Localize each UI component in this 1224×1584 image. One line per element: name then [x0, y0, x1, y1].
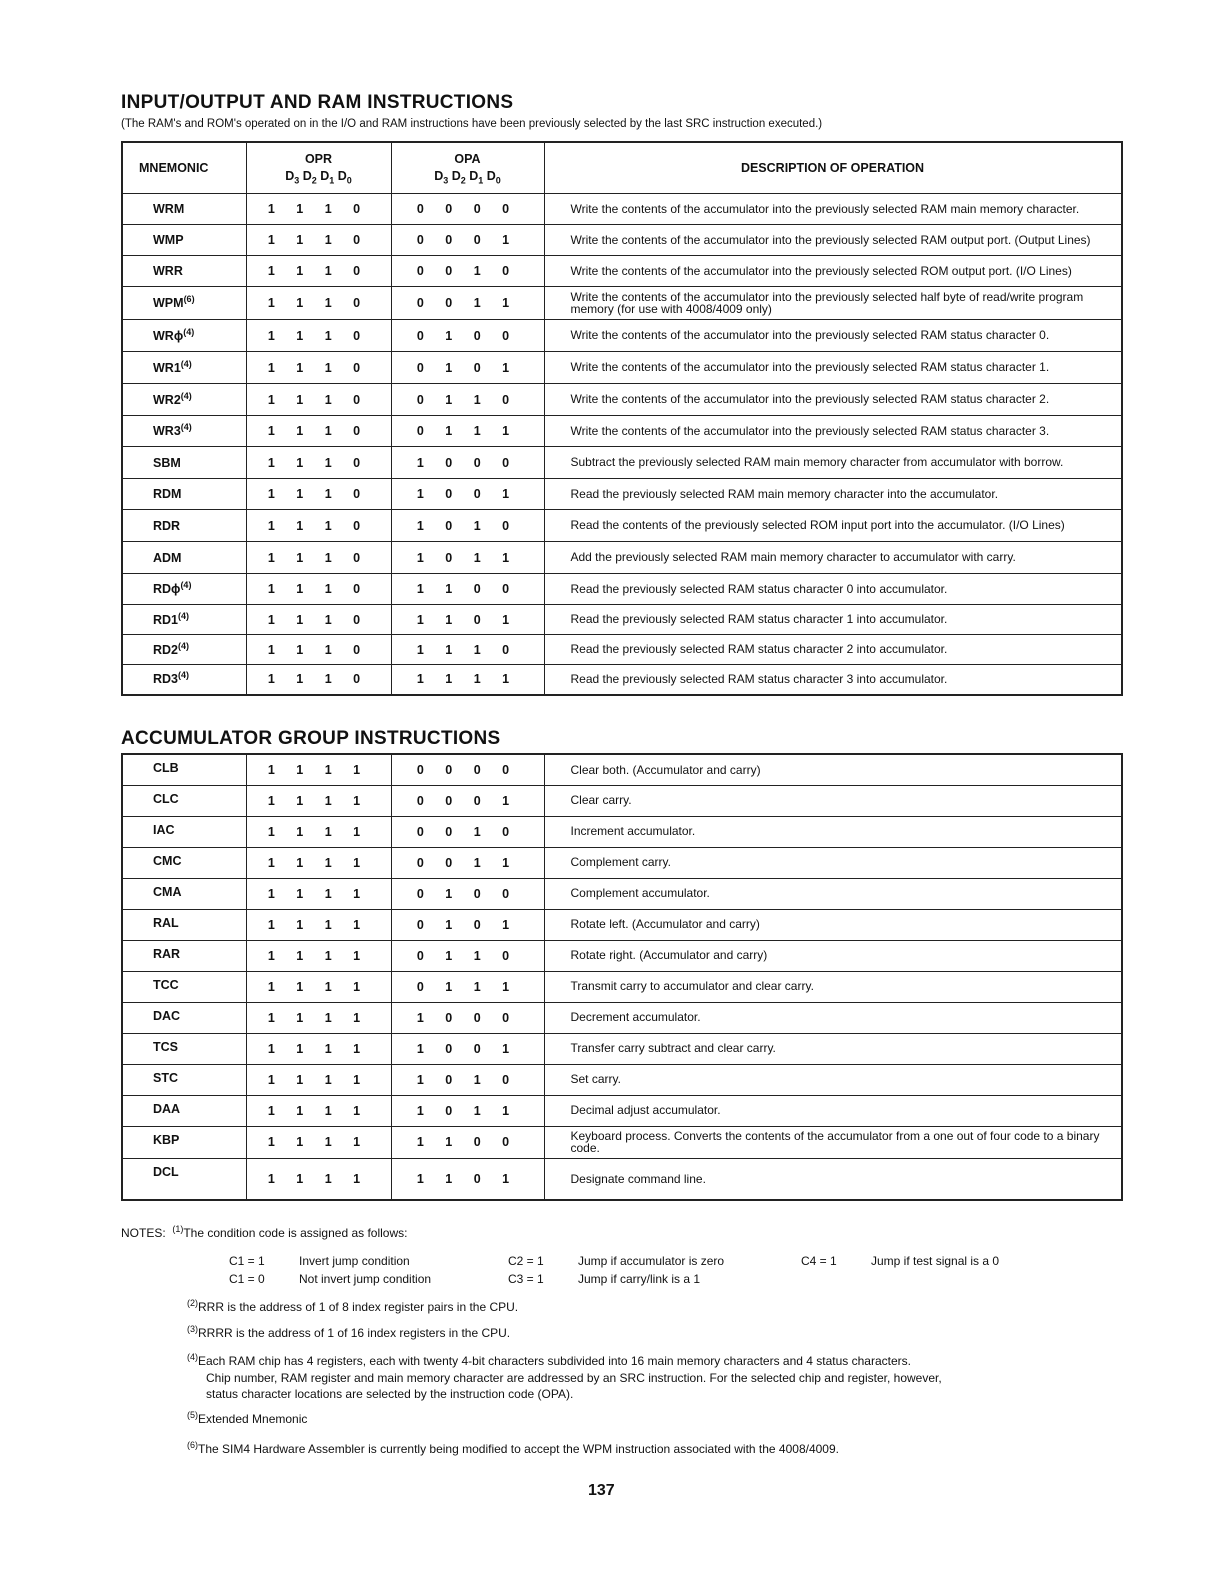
- note-2: [187, 1300, 518, 1314]
- description-cell: Read the previously selected RAM status character 1 into accumulator.: [544, 605, 1122, 635]
- description-cell: Write the contents of the accumulator into the previously selected RAM main memory character.: [544, 194, 1122, 225]
- opa-cell: 1 1 0 0: [391, 1126, 544, 1158]
- opr-cell: 1 1 1 0: [246, 225, 391, 256]
- opr-cell: 1 1 1 0: [246, 416, 391, 447]
- mnemonic-cell: RAR: [122, 940, 246, 971]
- footnote-mark: (4): [178, 640, 190, 651]
- description-cell: Transfer carry subtract and clear carry.: [544, 1033, 1122, 1064]
- condition-meaning: Jump if accumulator is zero: [578, 1254, 725, 1268]
- mnemonic-cell: [122, 225, 246, 256]
- opa-cell: 1 1 0 1: [391, 1158, 544, 1200]
- condition-meaning: Jump if carry/link is a 1: [578, 1272, 701, 1286]
- table-row: [122, 416, 1122, 447]
- opr-cell: 1 1 1 1: [246, 1095, 391, 1126]
- opa-cell: 0 1 1 1: [391, 971, 544, 1002]
- opa-cell: 1 0 1 1: [391, 542, 544, 574]
- table-row: [122, 225, 1122, 256]
- table-row: [122, 909, 1122, 940]
- description-cell: Complement accumulator.: [544, 878, 1122, 909]
- opr-cell: 1 1 1 1: [246, 754, 391, 785]
- mnemonic-cell: [122, 635, 246, 665]
- description-cell: Rotate left. (Accumulator and carry): [544, 909, 1122, 940]
- opa-cell: 0 0 1 0: [391, 256, 544, 287]
- mnemonic-cell: KBP: [122, 1126, 246, 1158]
- mnemonic-cell: CLC: [122, 785, 246, 816]
- table-row: [122, 605, 1122, 635]
- mnemonic-cell: [122, 384, 246, 416]
- opa-cell: 0 1 0 1: [391, 352, 544, 384]
- table-row: [122, 542, 1122, 574]
- condition-code: C1 = 1: [229, 1254, 265, 1268]
- mnemonic-text: WMP: [153, 233, 184, 247]
- note-5: [187, 1412, 307, 1426]
- table-row: [122, 754, 1122, 785]
- description-cell: Write the contents of the accumulator into the previously selected RAM output port. (Output Lines): [544, 225, 1122, 256]
- mnemonic-text: RDϕ: [153, 582, 181, 596]
- mnemonic-cell: [122, 542, 246, 574]
- condition-code-item: [229, 1254, 410, 1268]
- condition-code-item: [229, 1272, 431, 1286]
- description-cell: Transmit carry to accumulator and clear carry.: [544, 971, 1122, 1002]
- condition-code: C3 = 1: [508, 1272, 544, 1286]
- opr-cell: 1 1 1 0: [246, 510, 391, 542]
- io-section-subtitle: (The RAM's and ROM's operated on in the I/O and RAM instructions have been previously selected by the last SRC instruction executed.): [121, 118, 823, 130]
- table-row: [122, 320, 1122, 352]
- opa-cell: 0 0 0 0: [391, 754, 544, 785]
- mnemonic-cell: [122, 352, 246, 384]
- footnote-mark: (4): [180, 421, 192, 432]
- opr-cell: 1 1 1 0: [246, 447, 391, 479]
- note-4: [187, 1354, 911, 1368]
- opr-cell: 1 1 1 1: [246, 878, 391, 909]
- mnemonic-cell: [122, 447, 246, 479]
- mnemonic-text: RD2: [153, 642, 179, 657]
- condition-meaning: Not invert jump condition: [299, 1272, 432, 1286]
- table-row: [122, 816, 1122, 847]
- note-4-line-2: Chip number, RAM register and main memory character are addressed by an SRC instruction. For the selected chip and register, however,: [206, 1371, 942, 1385]
- opa-cell: 1 1 0 1: [391, 605, 544, 635]
- mnemonic-cell: CMC: [122, 847, 246, 878]
- mnemonic-cell: [122, 479, 246, 510]
- note-text: The SIM4 Hardware Assembler is currently being modified to accept the WPM instruction associated with the 4008/4009.: [198, 1442, 839, 1456]
- mnemonic-cell: DAA: [122, 1095, 246, 1126]
- condition-code-item: [508, 1254, 724, 1268]
- opr-cell: 1 1 1 0: [246, 384, 391, 416]
- mnemonic-text: WRR: [153, 264, 183, 278]
- description-cell: Rotate right. (Accumulator and carry): [544, 940, 1122, 971]
- note-text: The condition code is assigned as follows:: [183, 1226, 408, 1240]
- opr-cell: 1 1 1 1: [246, 1158, 391, 1200]
- note-mark: (2): [187, 1298, 198, 1308]
- opa-cell: 0 0 1 1: [391, 287, 544, 320]
- opr-cell: 1 1 1 0: [246, 287, 391, 320]
- opr-cell: 1 1 1 0: [246, 256, 391, 287]
- condition-code: C2 = 1: [508, 1254, 544, 1268]
- footnote-mark: (4): [180, 358, 192, 369]
- opr-cell: 1 1 1 1: [246, 971, 391, 1002]
- opr-cell: 1 1 1 0: [246, 194, 391, 225]
- table-row: [122, 1064, 1122, 1095]
- description-cell: Decimal adjust accumulator.: [544, 1095, 1122, 1126]
- mnemonic-cell: [122, 605, 246, 635]
- table-row: [122, 479, 1122, 510]
- io-section-title: INPUT/OUTPUT AND RAM INSTRUCTIONS: [121, 92, 514, 113]
- description-cell: Write the contents of the accumulator into the previously selected RAM status character 1.: [544, 352, 1122, 384]
- opa-cell: 1 0 1 0: [391, 1064, 544, 1095]
- footnote-mark: (6): [183, 293, 195, 304]
- mnemonic-text: WRM: [153, 202, 185, 216]
- table-row: [122, 384, 1122, 416]
- footnote-mark: (4): [178, 610, 190, 621]
- opr-header-label: OPR: [304, 152, 333, 166]
- table-row: [122, 1002, 1122, 1033]
- mnemonic-cell: TCS: [122, 1033, 246, 1064]
- footnote-mark: (4): [178, 670, 190, 681]
- opa-cell: 1 0 1 0: [391, 510, 544, 542]
- opr-cell: 1 1 1 1: [246, 1064, 391, 1095]
- opr-cell: 1 1 1 0: [246, 352, 391, 384]
- opr-cell: 1 1 1 1: [246, 1002, 391, 1033]
- note-text: Each RAM chip has 4 registers, each with twenty 4-bit characters subdivided into 16 main memory characters and 4 status characters.: [198, 1354, 911, 1368]
- opr-cell: 1 1 1 1: [246, 785, 391, 816]
- opr-cell: 1 1 1 1: [246, 816, 391, 847]
- description-cell: Read the previously selected RAM status character 3 into accumulator.: [544, 665, 1122, 695]
- opr-cell: 1 1 1 1: [246, 940, 391, 971]
- footnote-mark: (4): [180, 390, 192, 401]
- table-row: [122, 940, 1122, 971]
- description-cell: Clear carry.: [544, 785, 1122, 816]
- opr-cell: 1 1 1 0: [246, 635, 391, 665]
- footnote-mark: (4): [183, 326, 195, 337]
- acc-section-title: ACCUMULATOR GROUP INSTRUCTIONS: [121, 728, 501, 749]
- opa-cell: 1 0 0 0: [391, 1002, 544, 1033]
- mnemonic-cell: [122, 416, 246, 447]
- note-6: [187, 1442, 839, 1456]
- mnemonic-cell: CLB: [122, 754, 246, 785]
- table-row: [122, 510, 1122, 542]
- note-1: [121, 1226, 407, 1240]
- mnemonic-cell: [122, 287, 246, 320]
- description-cell: Write the contents of the accumulator into the previously selected half byte of read/write program memory (for use with 4008/4009 only): [544, 287, 1122, 320]
- opa-header-label: OPA: [454, 152, 481, 166]
- condition-code-item: [508, 1272, 700, 1286]
- opa-bit-labels: $D_3$ $D_2$ $D_1$ $D_0$: [434, 169, 501, 186]
- mnemonic-text: RDR: [153, 518, 181, 533]
- mnemonic-header: MNEMONIC: [122, 142, 246, 194]
- note-mark: (5): [187, 1410, 198, 1420]
- opa-cell: 1 0 0 1: [391, 479, 544, 510]
- table-row: [122, 194, 1122, 225]
- opr-cell: 1 1 1 0: [246, 542, 391, 574]
- io-ram-instructions-table: [121, 141, 1123, 696]
- opa-cell: 1 0 0 1: [391, 1033, 544, 1064]
- description-cell: Write the contents of the accumulator into the previously selected RAM status character 3.: [544, 416, 1122, 447]
- description-cell: Write the contents of the accumulator into the previously selected RAM status character 2.: [544, 384, 1122, 416]
- note-mark: (4): [187, 1352, 198, 1362]
- opa-cell: 1 0 1 1: [391, 1095, 544, 1126]
- condition-code: C1 = 0: [229, 1272, 265, 1286]
- opa-cell: 0 0 0 1: [391, 225, 544, 256]
- table-header-row: [122, 142, 1122, 194]
- opa-cell: 1 0 0 0: [391, 447, 544, 479]
- mnemonic-text: ADM: [153, 550, 182, 565]
- mnemonic-text: WR3: [153, 424, 181, 438]
- notes-label: NOTES:: [121, 1226, 166, 1240]
- note-text: RRRR is the address of 1 of 16 index registers in the CPU.: [198, 1326, 511, 1340]
- mnemonic-text: RD3: [153, 672, 179, 687]
- description-cell: Complement carry.: [544, 847, 1122, 878]
- opr-cell: 1 1 1 1: [246, 1126, 391, 1158]
- opa-cell: 0 0 0 0: [391, 194, 544, 225]
- opa-header: [391, 142, 544, 194]
- note-mark: (1): [172, 1224, 184, 1234]
- table-row: [122, 635, 1122, 665]
- mnemonic-text: WR1: [153, 360, 181, 375]
- table-row: [122, 287, 1122, 320]
- mnemonic-text: SBM: [153, 455, 181, 470]
- note-4-line-3: status character locations are selected by the instruction code (OPA).: [206, 1387, 574, 1401]
- footnote-mark: (4): [180, 579, 192, 590]
- description-cell: Decrement accumulator.: [544, 1002, 1122, 1033]
- condition-code: C4 = 1: [801, 1254, 837, 1268]
- table-row: [122, 785, 1122, 816]
- table-row: [122, 574, 1122, 605]
- opa-cell: 1 1 1 0: [391, 635, 544, 665]
- table-row: [122, 971, 1122, 1002]
- opa-cell: 0 1 0 0: [391, 320, 544, 352]
- opa-cell: 0 0 1 1: [391, 847, 544, 878]
- condition-meaning: Jump if test signal is a 0: [871, 1254, 1000, 1268]
- table-row: [122, 878, 1122, 909]
- condition-meaning: Invert jump condition: [299, 1254, 410, 1268]
- mnemonic-text: WR2: [153, 392, 181, 407]
- mnemonic-cell: DCL: [122, 1158, 246, 1200]
- table-row: [122, 352, 1122, 384]
- description-cell: Read the previously selected RAM status character 0 into accumulator.: [544, 574, 1122, 605]
- table-row: [122, 1126, 1122, 1158]
- mnemonic-cell: RAL: [122, 909, 246, 940]
- accumulator-instructions-table: [121, 753, 1123, 1201]
- mnemonic-cell: TCC: [122, 971, 246, 1002]
- opr-cell: 1 1 1 0: [246, 665, 391, 695]
- mnemonic-cell: [122, 256, 246, 287]
- table-row: [122, 665, 1122, 695]
- opa-cell: 0 1 1 0: [391, 384, 544, 416]
- description-cell: Write the contents of the accumulator into the previously selected RAM status character 0.: [544, 320, 1122, 352]
- note-mark: (3): [187, 1324, 198, 1334]
- opa-cell: 0 1 1 1: [391, 416, 544, 447]
- mnemonic-cell: [122, 320, 246, 352]
- mnemonic-cell: CMA: [122, 878, 246, 909]
- opr-cell: 1 1 1 1: [246, 909, 391, 940]
- description-header: DESCRIPTION OF OPERATION: [544, 142, 1122, 194]
- mnemonic-cell: DAC: [122, 1002, 246, 1033]
- note-text: RRR is the address of 1 of 8 index register pairs in the CPU.: [198, 1300, 519, 1314]
- mnemonic-text: RDM: [153, 487, 182, 501]
- opa-cell: 0 0 1 0: [391, 816, 544, 847]
- opa-cell: 0 1 0 1: [391, 909, 544, 940]
- opa-cell: 0 1 0 0: [391, 878, 544, 909]
- opr-cell: 1 1 1 0: [246, 320, 391, 352]
- opr-cell: 1 1 1 1: [246, 847, 391, 878]
- table-row: [122, 1033, 1122, 1064]
- mnemonic-text: WRϕ: [153, 328, 184, 343]
- table-row: [122, 256, 1122, 287]
- table-row: [122, 447, 1122, 479]
- opr-cell: 1 1 1 0: [246, 605, 391, 635]
- description-cell: Keyboard process. Converts the contents of the accumulator from a one out of four code to a binary code.: [544, 1126, 1122, 1158]
- description-cell: Subtract the previously selected RAM main memory character from accumulator with borrow.: [544, 447, 1122, 479]
- opr-header: [246, 142, 391, 194]
- opr-cell: 1 1 1 0: [246, 574, 391, 605]
- condition-code-item: [801, 1254, 999, 1268]
- note-text: Extended Mnemonic: [198, 1412, 308, 1426]
- table-row: [122, 847, 1122, 878]
- description-cell: Read the previously selected RAM main memory character into the accumulator.: [544, 479, 1122, 510]
- description-cell: Increment accumulator.: [544, 816, 1122, 847]
- opa-cell: 0 0 0 1: [391, 785, 544, 816]
- mnemonic-cell: [122, 510, 246, 542]
- description-cell: Clear both. (Accumulator and carry): [544, 754, 1122, 785]
- description-cell: Set carry.: [544, 1064, 1122, 1095]
- page-number: 137: [588, 1482, 615, 1499]
- description-cell: Read the previously selected RAM status character 2 into accumulator.: [544, 635, 1122, 665]
- table-row: [122, 1158, 1122, 1200]
- opr-cell: 1 1 1 0: [246, 479, 391, 510]
- table-row: [122, 1095, 1122, 1126]
- mnemonic-cell: [122, 574, 246, 605]
- mnemonic-cell: IAC: [122, 816, 246, 847]
- mnemonic-cell: [122, 194, 246, 225]
- note-3: [187, 1326, 510, 1340]
- opa-cell: 0 1 1 0: [391, 940, 544, 971]
- description-cell: Read the contents of the previously selected ROM input port into the accumulator. (I/O Lines): [544, 510, 1122, 542]
- mnemonic-cell: STC: [122, 1064, 246, 1095]
- opr-bit-labels: $D_3$ $D_2$ $D_1$ $D_0$: [285, 169, 352, 186]
- note-mark: (6): [187, 1440, 198, 1450]
- mnemonic-cell: [122, 665, 246, 695]
- mnemonic-text: WPM: [153, 296, 184, 310]
- description-cell: Write the contents of the accumulator into the previously selected ROM output port. (I/O Lines): [544, 256, 1122, 287]
- description-cell: Designate command line.: [544, 1158, 1122, 1200]
- opr-cell: 1 1 1 1: [246, 1033, 391, 1064]
- description-cell: Add the previously selected RAM main memory character to accumulator with carry.: [544, 542, 1122, 574]
- opa-cell: 1 1 0 0: [391, 574, 544, 605]
- opa-cell: 1 1 1 1: [391, 665, 544, 695]
- mnemonic-text: RD1: [153, 612, 179, 627]
